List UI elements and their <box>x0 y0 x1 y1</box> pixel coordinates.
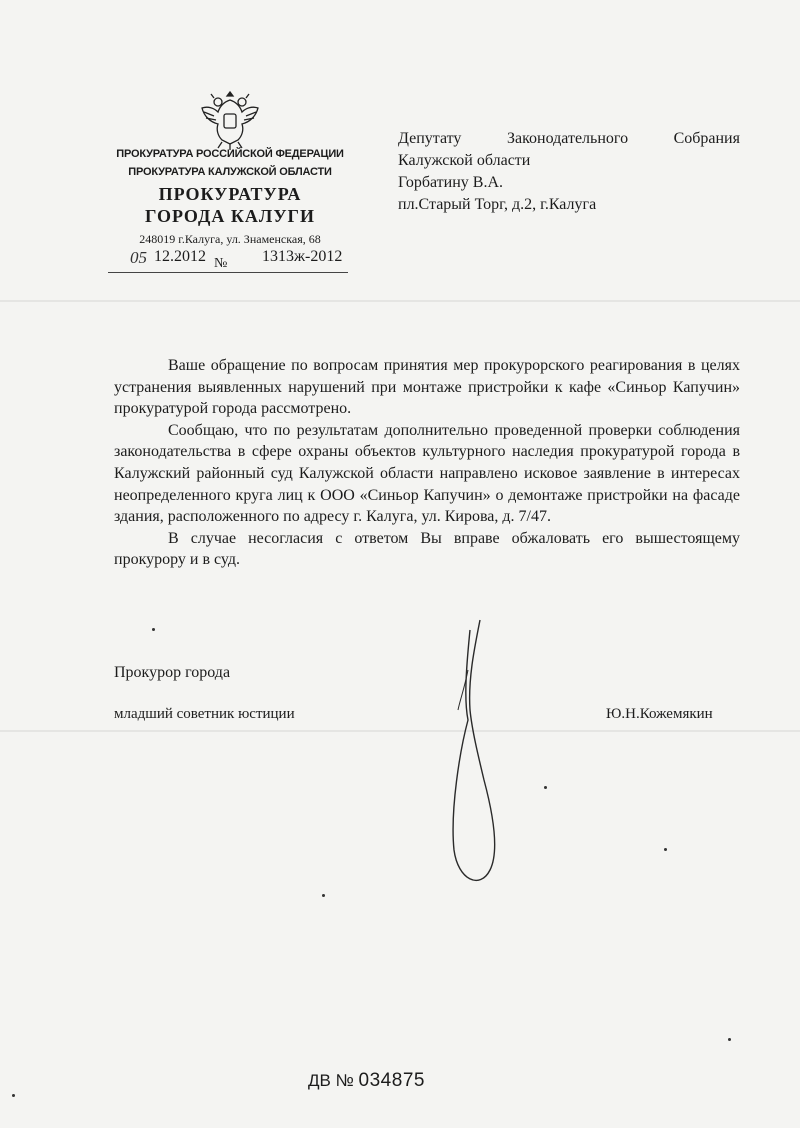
org-title-2: ГОРОДА КАЛУГИ <box>144 206 315 226</box>
paper-fold <box>0 300 800 302</box>
paper-fold <box>0 730 800 732</box>
signer-name: Ю.Н.Кожемякин <box>606 706 713 722</box>
recipient-line-2: Калужской области <box>398 152 531 169</box>
body-paragraph-3: В случае несогласия с ответом Вы вправе обжаловать его вышестоящему прокурору и в суд. <box>114 529 740 569</box>
date-number-row <box>108 246 352 276</box>
signer-title: Прокурор города <box>114 664 231 681</box>
serial-label: ДВ № <box>308 1071 354 1090</box>
scan-speck <box>152 628 155 631</box>
body-paragraph-2: Сообщаю, что по результатам дополнительно проведенной проверки соблюдения законодательства в сфере охраны объектов культурного наследия прокуратурой города в Калужский районный суд Калужской области направлено исковое заявление в интересах неопределенного круга лиц к ООО «Синьор Капучин» о демонтаже пристройки на фасаде здания, расположенного по адресу г. Калуга, ул. Кирова, д. 7/47. <box>114 421 740 526</box>
number-sign: № <box>214 256 228 271</box>
org-region: ПРОКУРАТУРА КАЛУЖСКОЙ ОБЛАСТИ <box>128 166 332 178</box>
recipient-line-3: Горбатину В.А. <box>398 174 504 191</box>
recipient-line-4: пл.Старый Торг, д.2, г.Калуга <box>398 196 597 213</box>
org-russian-federation: ПРОКУРАТУРА РОССИЙСКОЙ ФЕДЕРАЦИИ <box>116 148 344 160</box>
handwritten-signature <box>430 610 530 900</box>
recipient-word: Собрания <box>673 130 740 147</box>
registration-number: 1313ж-2012 <box>262 248 343 265</box>
date-underline <box>108 272 348 273</box>
double-headed-eagle-emblem <box>196 86 264 150</box>
recipient-line-1 <box>398 128 740 150</box>
scan-speck <box>12 1094 15 1097</box>
org-address: 248019 г.Калуга, ул. Знаменская, 68 <box>139 232 321 246</box>
scan-speck <box>544 786 547 789</box>
scan-speck <box>664 848 667 851</box>
scan-speck <box>728 1038 731 1041</box>
body-paragraph-1: Ваше обращение по вопросам принятия мер прокурорского реагирования в целях устранения выявленных нарушений при монтаже пристройки к кафе «Синьор Капучин» прокуратурой города рассмотрено. <box>114 357 740 418</box>
org-title-1: ПРОКУРАТУРА <box>158 184 302 204</box>
letter-body <box>114 355 740 571</box>
letter-date: 12.2012 <box>154 248 206 265</box>
form-serial <box>308 1070 425 1092</box>
scan-speck <box>322 894 325 897</box>
signer-rank: младший советник юстиции <box>114 706 295 722</box>
recipient-word: Депутату <box>398 130 462 147</box>
recipient-word: Законодательного <box>506 130 629 147</box>
handwritten-day: 05 <box>130 248 147 267</box>
serial-number: 034875 <box>358 1070 425 1091</box>
recipient-block <box>398 128 740 216</box>
